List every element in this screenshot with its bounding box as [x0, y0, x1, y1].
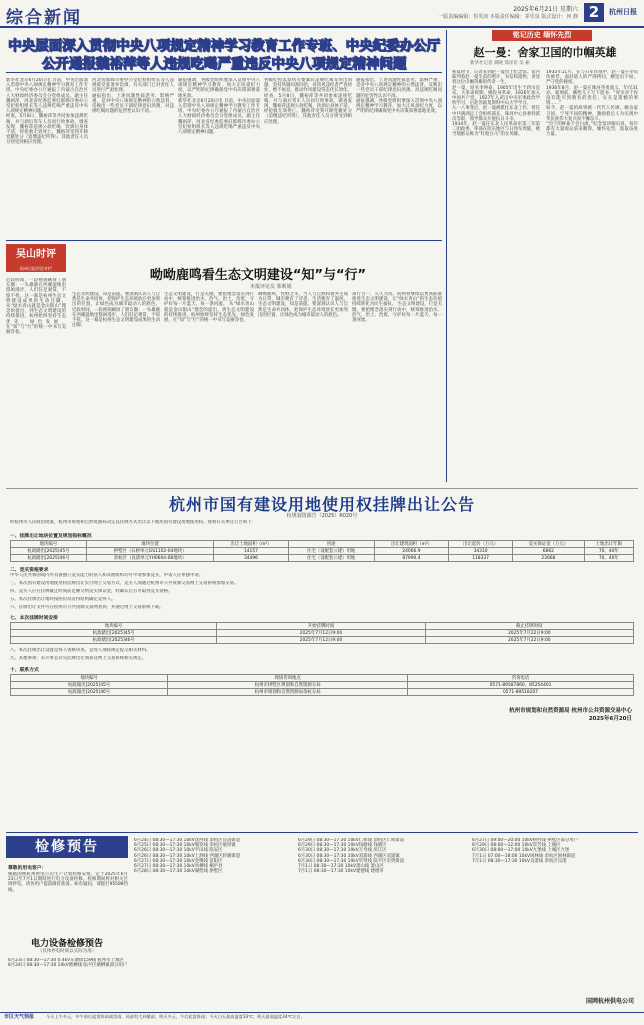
table-header: 开始挂牌时间: [217, 623, 425, 630]
inspection-list-2: [298, 838, 468, 1008]
list-item: 6月29日 08:30—17:30 10kV仁和线 余杭区仁和街道: [298, 838, 405, 843]
notice-sec3: 三、本次国有建设用地使用权挂牌出让实行网上交易方式，竞买人须通过杭州市公共资源交易网上交易系统参加交易。: [10, 581, 239, 586]
list-item: 6月25日 08:30—17:30 10kV瓶窑线 余杭区瓶窑镇: [134, 843, 236, 849]
list-item: 6月29日 08:30—17:30 10kV钱塘线 钱塘区: [298, 843, 387, 849]
table-header: 竞买保证金（万元）: [513, 541, 584, 548]
column-text-4: 呦呦鹿鸣，食野之苹。当人与自然和谐共生成为日常，城市便有了诗意，生活便有了温度。 生态文明建设，知是前提。要深刻认识人与自然是生命共同体，把保护生态环境放在更加突出的位置，让绿色成为城市最动人的底色。: [258, 292, 348, 318]
table-header: 出让土地面积（m²）: [214, 541, 288, 548]
table-header: 地块编号: [11, 623, 217, 630]
column-title: 呦呦鹿鸣看生态文明建设“知”与“行”: [149, 268, 367, 283]
list-item: 7月1日 08:30—17:30 10kV萧山线 萧山区: [298, 864, 384, 870]
memoir-text-1: 初夏时节，记者来到赵一曼烈士纪念馆。馆内陈列着赵一曼生前的照片、书信和遗物，讲述着这位巾帼英雄的传奇一生。 赵一曼，原名李坤泰，1905年出生于四川宜宾。大革命时期，她投身革命，1926年加入中国共产党。1927年入武汉中央军事政治学校学习，后赴苏联莫斯科中山大学学习。 九一八事变后，赵一曼被派往东北工作，曾任中共满洲总工会组织部长、珠河中心县委特派员等职，领导群众开展抗日斗争。 1934年，赵一曼任东北人民革命军第三军第二团政委，率部在哈东地区与日伪军周旋，被当地群众称为“红枪白马”的女英雄。: [452, 70, 540, 138]
notice-intro: 经杭州市人民政府批准，杭州市规划和自然资源局决定以挂牌方式出让以下地块国有建设用地使用权。现将有关事宜公告如下：: [10, 520, 256, 525]
table-cell: 2025年7月22日9:00: [425, 637, 633, 644]
list-item: 7月1日 07:00—18:00 10kV闲林线 余杭区闲林街道: [472, 853, 576, 859]
table-row: [11, 682, 634, 689]
table-header: 出让起价（万元）: [449, 541, 513, 548]
column-text-2: 生态文明建设，知是前提。要深刻认识人与自然是生命共同体，把保护生态环境放在更加突出的位置，让绿色成为城市最动人的底色。 近段时间，一段视频刷屏了朋友圈：一头雄鹿在西溪湿地里悠闲漫步，人们驻足观赏，不惊不扰。这一幕是杭州生态文明建设成果的生动注脚。: [72, 292, 160, 329]
lead-column-3: 通报强调，各级党组织要深入贯彻中央八项规定精神学习教育，加大正风肃纪力度，以严明的纪律确保党中央决策部署落地见效。 新华社北京6月20日电 目前，中央层面深入贯彻中央八项规定精神学习教育工作专班、中央纪委办公厅通报了内蒙古自治区人大财政经济委员会分党组成员、副主任魏裕萍，河北省纪委监委驻邯郸市委办公室纪检组组长等人违规吃喝严重违反中央八项规定精神问题。: [178, 78, 260, 136]
list-item: 6月24日 08:30—17:30 10kV塘栖线 临平区塘栖镇部分用户: [8, 963, 128, 969]
table-cell: 14157: [214, 548, 288, 555]
notice-sec9: 九、其他事项：未尽事宜详见挂牌出让须知及网上交易系统相关规定。: [10, 656, 147, 661]
list-item: 6月27日 08:30—17:30 10kV凤栖线 桐庐县: [134, 864, 223, 870]
list-item: 6月24日 08:30—17:30 10kV沈西线 余杭区良渚街道: [134, 838, 241, 843]
page-header: [0, 0, 644, 28]
column-text-3: 生态文明建设，行是关键。要把理念落实到行动中，统筹推进治水、治气、治土、治废，守护好每一片蓝天、每一条河流。 从“绿水青山就是金山银山”理念的提出，到生态文明建设的持续推进，杭州始终坚持生态优先、绿色发展，在“知”与“行”的统一中书写美丽答卷。: [164, 292, 254, 324]
list-item: 6月28日 08:30—17:30 10kV湖墅线 拱墅区: [134, 869, 223, 875]
table-cell: 杭政储出[2025]46号: [11, 689, 168, 696]
table-header-row: [11, 675, 634, 682]
inspection-publisher: 国网杭州供电公司: [585, 998, 634, 1005]
notice-date: 2025年6月20日: [588, 716, 632, 722]
inspection-subtitle: 电力设备检修预告: [30, 939, 103, 949]
section-title: 综合新闻: [6, 8, 82, 28]
contact-table: [10, 674, 634, 696]
lead-headline-1: 中央层面深入贯彻中央八项规定精神学习教育工作专班、中央纪委办公厅: [8, 38, 440, 54]
list-item: 6月30日 08:00—17:00 10kV九堡线 上城区九堡: [472, 848, 570, 854]
inspection-list-0: [8, 958, 128, 1008]
column-text-1: 近段时间，一段视频刷屏了朋友圈：一头雄鹿在西溪湿地里悠闲漫步，人们驻足观赏，不惊不扰。这一幕是杭州生态文明建设成果的生动注脚。 从“绿水青山就是金山银山”理念的提出，到生态文明建设的持续推进，杭州始终坚持生态优先、绿色发展，在“知”与“行”的统一中书写美丽答卷。: [6, 278, 66, 336]
table-cell: 6862: [513, 548, 584, 555]
inspection-title: 检修预告: [6, 836, 128, 858]
column-text-5: 知行合一，久久为功。杭州将继续以更高标准推进生态文明建设，让“绿水青山”的生态价值持续转化为民生福祉。 生态文明建设，行是关键。要把理念落实到行动中，统筹推进治水、治气、治土、治废，守护好每一片蓝天、每一条河流。: [352, 292, 442, 324]
table-header: 用途: [288, 541, 374, 548]
page-number: 2: [584, 3, 604, 22]
lead-headline-2: 公开通报魏裕萍等人违规吃喝严重违反中央八项规定精神问题: [41, 56, 407, 72]
inspection-list-3: [472, 838, 638, 988]
plot-table: [10, 540, 634, 562]
table-row: [11, 630, 634, 637]
notice-title: 杭州市国有建设用地使用权挂牌出让公告: [168, 495, 475, 514]
table-cell: 杭政储出[2025]46号: [11, 637, 217, 644]
table-cell: 34310: [449, 548, 513, 555]
list-item: 6月27日 09:00—20:00 10kV桥西线 拱墅区部分用户: [472, 838, 579, 843]
notice-sec5: 五、本次挂牌出让地块按照价高者得原则确定竞得人。: [10, 597, 116, 602]
table-cell: 杭政储出[2025]45号: [11, 630, 217, 637]
table-cell: 杭政储出[2025]45号: [11, 548, 87, 555]
table-cell: 余杭区（良渚单元YH0604-08地块）: [86, 555, 213, 562]
table-cell: 118337: [449, 555, 513, 562]
list-item: 6月30日 08:30—17:30 10kV万寿线 滨江区: [298, 848, 387, 854]
lead-column-5: 通报指出，上述问题性质恶劣、影响严重，是对中央八项规定精神的公然违背，反映出一些党员干部纪律意识淡薄，对违规吃喝问题的危害性认识不清。 通报强调，各级党组织要深入贯彻中央八项规定精神学习教育，加大正风肃纪力度，以严明的纪律确保党中央决策部署落地见效。: [356, 78, 442, 115]
memoir-title: 赵一曼：舍家卫国的巾帼英雄: [473, 46, 617, 59]
list-item: 6月29日 08:00—12:00 10kV景芳线 上城区: [472, 843, 561, 849]
table-row: [11, 555, 634, 562]
table-row: [11, 637, 634, 644]
notice-sec4: 四、竞买人应在挂牌截止时间前足额交纳竞买保证金，经确认后方可取得竞买资格。: [10, 589, 173, 594]
notice-sec7: 七、本次挂牌时间安排: [10, 616, 58, 621]
table-cell: 住宅（设配套公建）用地: [288, 548, 374, 555]
table-cell: 2025年7月12日9:00: [217, 630, 425, 637]
weather-tag: 市区天气预报: [4, 1014, 35, 1020]
vertical-divider: [446, 30, 447, 482]
table-cell: 杭政储出[2025]46号: [11, 555, 87, 562]
list-item: 6月30日 08:30—17:30 10kV崇贤线 临平区崇贤街道: [298, 858, 405, 864]
inspection-intro-head: 尊敬的用电客户：: [8, 866, 47, 871]
lead-column-2: 河北省邯郸市委办公室纪检组组长等人违规接受宴请并饮酒，有关部门已对责任人员进行严肃处理。 通报指出，上述问题性质恶劣、影响严重，是对中央八项规定精神的公然违背，反映出一些党员干部纪律意识淡薄，对违规吃喝问题的危害性认识不清。: [92, 78, 174, 115]
inspection-list-1: [134, 838, 294, 1008]
table-header: 截止挂牌时间: [425, 623, 633, 630]
notice-sec8: 八、本次挂牌出让设置竞得人资格审查，竞得人须按规定提交相关材料。: [10, 648, 151, 653]
table-header: 土地出让年限: [584, 541, 633, 548]
divider: [6, 240, 442, 241]
notice-signature: 杭州市规划和自然资源局 杭州市公共资源交易中心: [509, 708, 632, 714]
memoir-tag: 铭记历史 缅怀先烈: [492, 30, 592, 41]
divider: [6, 832, 638, 833]
list-item: 6月30日 08:30—17:30 10kV双浦线 西湖区双浦镇: [298, 853, 400, 859]
table-header: 咨询电话: [408, 675, 634, 682]
table-header: 出让建筑面积（m²）: [374, 541, 448, 548]
lead-column-1: 新华社北京6月20日电 目前，中央层面深入贯彻中央八项规定精神学习教育工作专班、中央纪委办公厅通报了内蒙古自治区人大财政经济委员会分党组成员、副主任魏裕萍，河北省纪委监委驻邯郸市委办公室纪检组组长等人违规吃喝严重违反中央八项规定精神问题。 经查，5月8日，魏裕萍等共同参加违规吃喝，并与酒后驾车人员同行致事故。调查发现，魏裕萍违规公款吃喝，饮酒后身体不适，经抢救无效死亡。魏裕萍受到开除党籍处分（追缴违纪所得），其他责任人员分别受到相应处理。: [6, 78, 88, 146]
inspection-subnote: （具体停电时间以实际为准）: [37, 949, 97, 954]
table-cell: 杭州市拱墅区规划和自然资源分局: [168, 682, 408, 689]
notice-sec6: 六、挂牌出让文件可在杭州市公共资源交易网查询，并通过网上交易系统下载。: [10, 605, 164, 610]
column-byline: 本报评论员 郑莉娟: [250, 284, 292, 290]
table-cell: 23668: [513, 555, 584, 562]
notice-ref: 杭规划资源告（2025）R020号: [286, 513, 358, 519]
list-item: 6月27日 08:30—17:30 10kV金鹰线 富阳区: [134, 858, 223, 864]
column-tag-sub: 杭州日报评论专栏: [20, 266, 52, 271]
list-item: 6月26日 08:30—17:30 10kV平田线 临安区: [134, 848, 223, 854]
date-line: 2025年6月21日 星期六: [513, 6, 578, 13]
notice-sec10: 十、联系方式: [10, 668, 39, 673]
table-cell: 0571-89587860、85254401: [408, 682, 634, 689]
weather-text: 今天上午多云，中午前后起雷阵雨或雷雨，局部有大到暴雨；明天多云，午后起雷阵雨；今天白天最高温度33℃；明天最高温度34℃左右。: [46, 1014, 305, 1019]
inspection-intro: 根据国网杭州供电公司生产计划检修安排，定于2025年6月23日至7月1日期间进行电力设备检修。检修期间将对相关区域停电，请各用户提前做好准备。如有疑问，请拨打95598热线。: [8, 872, 128, 893]
table-cell: 70、40年: [584, 548, 633, 555]
table-cell: 2025年7月12日9:00: [217, 637, 425, 644]
table-cell: 70、40年: [584, 555, 633, 562]
lead-column-4: 各级纪检监察机关要紧盯违规吃喝等突出问题，坚持风腐同查同治，对顶风违纪者严查快处、绝不姑息，推动作风建设常态化长效化。 经查，5月8日，魏裕萍等共同参加违规吃喝，并与酒后驾车人员同行致事故。调查发现，魏裕萍违规公款吃喝，饮酒后身体不适，经抢救无效死亡。魏裕萍受到开除党籍处分（追缴违纪所得），其他责任人员分别受到相应处理。: [264, 78, 352, 125]
table-header: 地块位置: [86, 541, 213, 548]
table-header: 地块编号: [11, 541, 87, 548]
memoir-byline: 新华社记者 胡晓 郑泽臣 吴 振: [470, 61, 530, 66]
table-cell: 拱墅区（石桥单元GS1102-04地块）: [86, 548, 213, 555]
table-row: [11, 548, 634, 555]
notice-sec2: 二、竞买资格要求: [10, 568, 49, 573]
table-cell: 0571-89518207: [408, 689, 634, 696]
table-cell: 杭州市规划和自然资源局余杭分局: [168, 689, 408, 696]
column-tag: 吴山时评: [6, 244, 66, 272]
table-header: 现场咨询地点: [168, 675, 408, 682]
list-item: 7月1日 08:30—17:30 10kV良渚线 余杭区良渚: [472, 858, 567, 864]
table-header-row: [11, 541, 634, 548]
table-cell: 24066.9: [374, 548, 448, 555]
divider: [6, 72, 442, 73]
notice-sec2-text: 中华人民共和国境内外具备独立竞买能力的法人和其他组织均可申请参加竞买，申请人应单独申请。: [10, 573, 204, 578]
list-item: 7月1日 08:30—17:30 10kV建德线 建德市: [298, 869, 384, 875]
table-cell: 34496: [214, 555, 288, 562]
table-cell: 杭政储出[2025]45号: [11, 682, 168, 689]
table-header-row: [11, 623, 634, 630]
table-cell: 87990.4: [374, 555, 448, 562]
list-item: 6月26日 08:30—17:30 10kV上泗线 西湖区转塘街道: [134, 853, 241, 859]
table-cell: 住宅（设配套公建）用地: [288, 555, 374, 562]
schedule-table: [10, 622, 634, 644]
newspaper-logo: 杭州日报: [609, 8, 637, 16]
list-item: 6月23日 08:30—17:30 0.4kV东塘街159线 杭州市上城区: [8, 958, 124, 963]
table-header: 地块编号: [11, 675, 168, 682]
notice-sec1: 一、挂牌出让地块位置及规划指标概况: [10, 534, 92, 539]
table-cell: 2025年7月22日9:00: [425, 630, 633, 637]
table-row: [11, 689, 634, 696]
memoir-text-2: 1935年11月，在与日军作战中，赵一曼不幸负伤被俘。面对敌人的严刑拷问，她坚贞不屈，严守党的秘密。 1936年8月，赵一曼在珠河英勇就义，年仅31岁。临刑前，她给儿子写下遗书：“母亲对于你没有能尽到教育的责任，实在是遗憾的事情……” 如今，赵一曼的故事被一代代人传颂。她舍家卫国、宁死不屈的精神，激励着后人为实现中华民族伟大复兴而不懈奋斗。 “烈士的鲜血不会白流。”纪念馆讲解员说，每年都有大量观众前来瞻仰，缅怀先烈，汲取奋进力量。: [546, 70, 638, 138]
editors-line: 一版责编编辑：侯英沛 本版责任编辑：茅乐泉 版式设计：何 静: [438, 14, 578, 20]
